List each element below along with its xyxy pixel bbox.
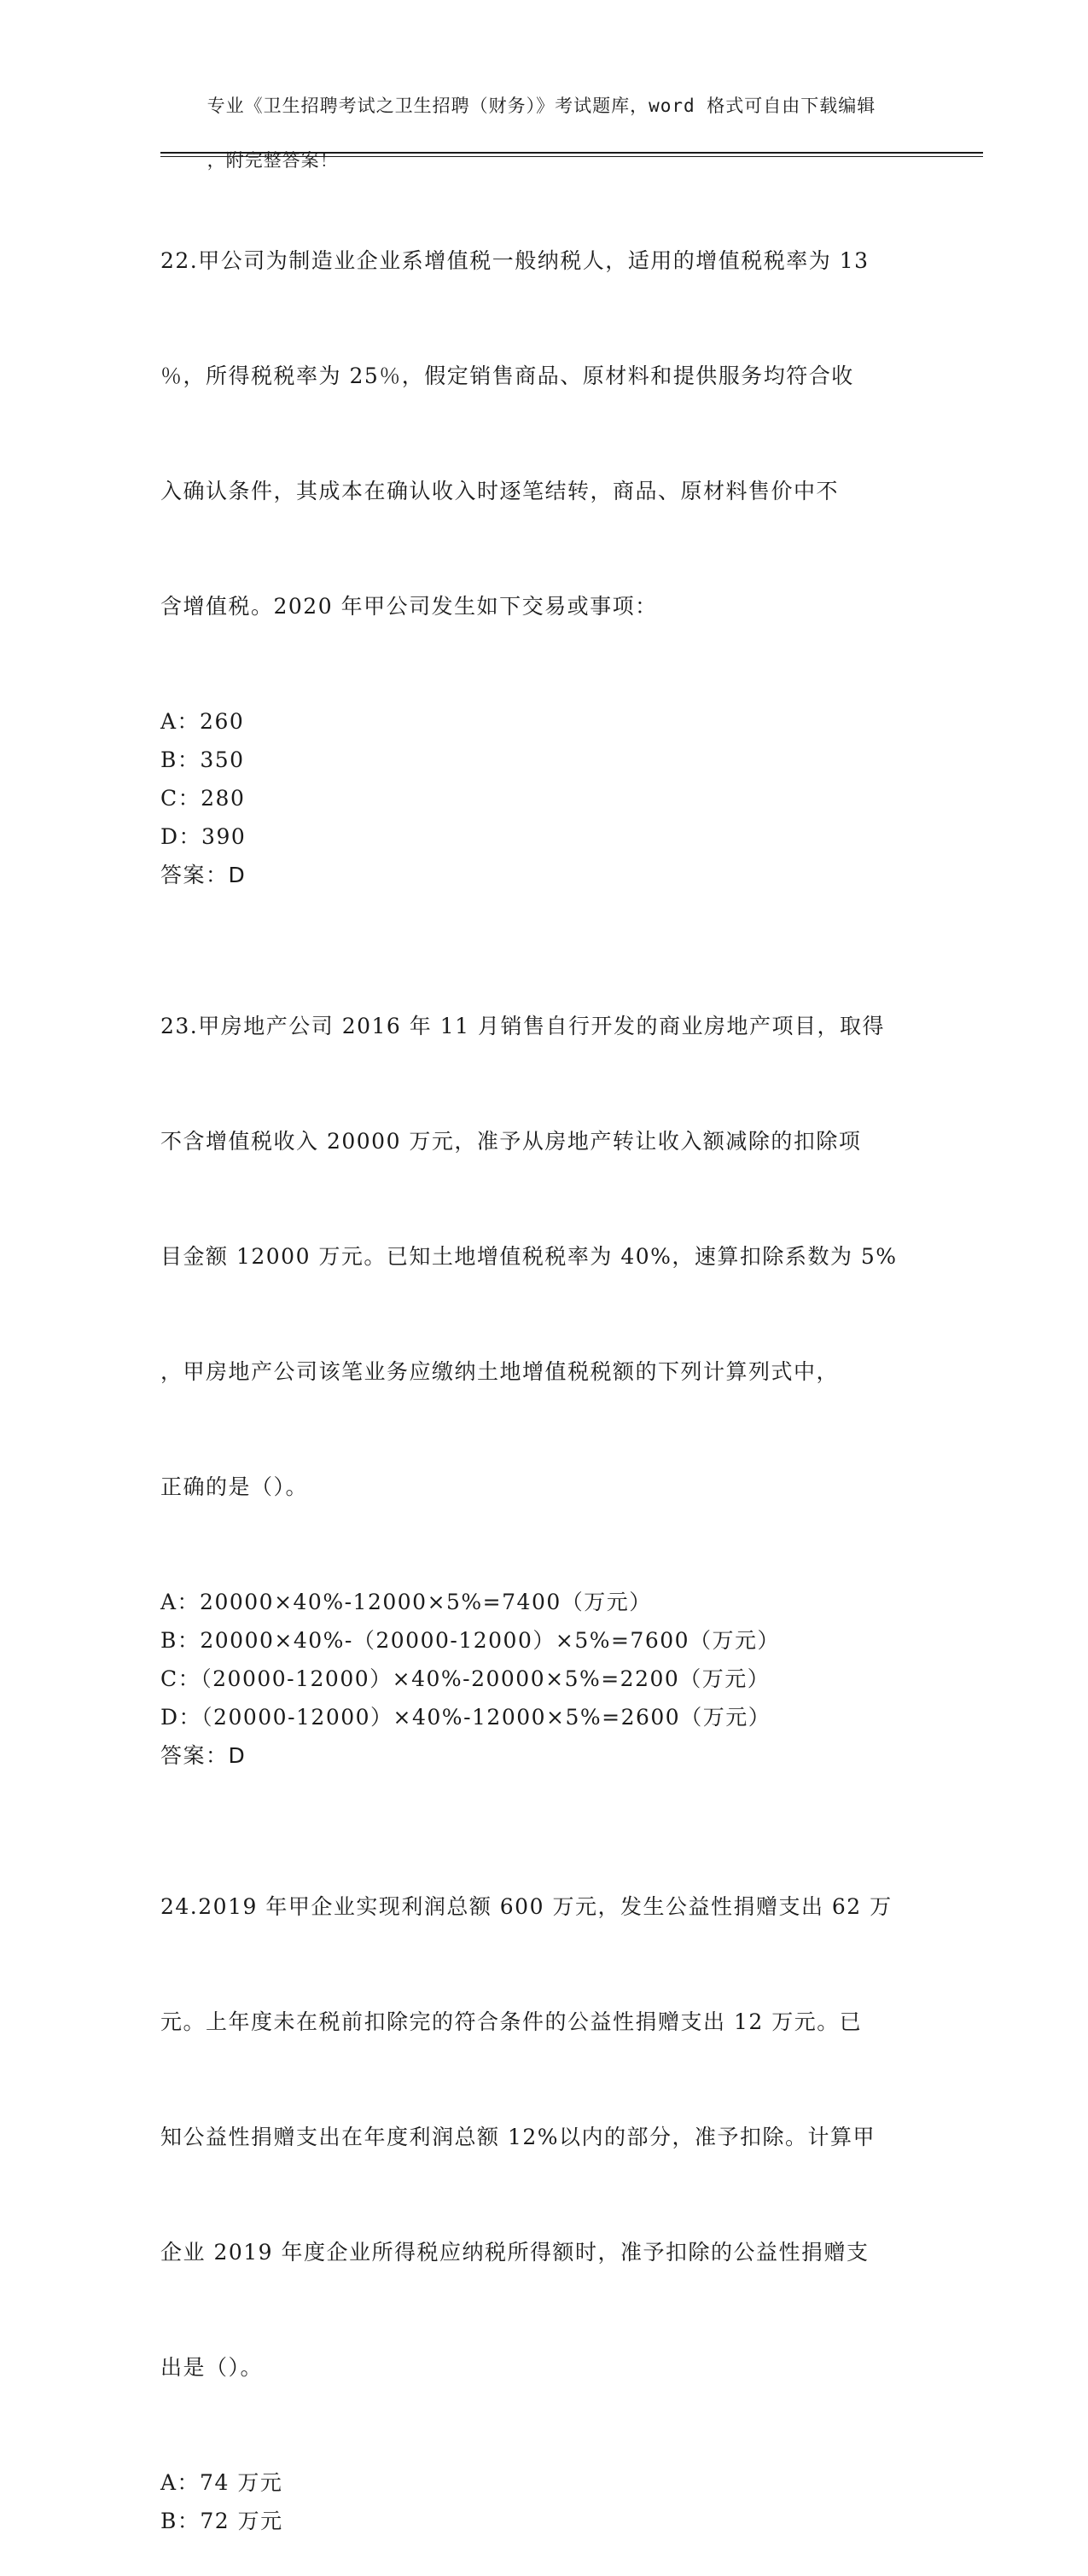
option-c: C：280 (160, 786, 246, 811)
question-stem (160, 1811, 928, 2463)
stem-line: 23.甲房地产公司 2016 年 11 月销售自行开发的商业房地产项目，取得 (160, 1014, 885, 1038)
header-line-1: 专业《卫生招聘考试之卫生招聘（财务）》考试题库，word 格式可自由下载编辑 (207, 96, 876, 116)
stem-line: 含增值税。2020 年甲公司发生如下交易或事项： (160, 594, 658, 619)
option-a: A：74 万元 (160, 2470, 283, 2495)
option-b: B：20000×40%-（20000-12000）×5%=7600（万元） (160, 1628, 781, 1653)
option-a: A：260 (160, 709, 245, 734)
stem-line: 不含增值税收入 20000 万元，准予从房地产转让收入额减除的扣除项 (160, 1129, 862, 1154)
stem-line: 24.2019 年甲企业实现利润总额 600 万元，发生公益性捐赠支出 62 万 (160, 1894, 893, 1919)
stem-line: ％，所得税税率为 25％，假定销售商品、原材料和提供服务均符合收 (160, 363, 854, 388)
option-b: B：72 万元 (160, 2509, 283, 2533)
question-list (160, 165, 928, 2576)
option-b: B：350 (160, 747, 245, 772)
header-line-2: ，附完整答案！ (207, 150, 339, 171)
question-22 (160, 165, 928, 894)
header-divider-thin (160, 156, 983, 157)
stem-line: 入确认条件，其成本在确认收入时逐笔结转，商品、原材料售价中不 (160, 479, 840, 503)
option-a: A：20000×40%-12000×5%=7400（万元） (160, 1590, 652, 1614)
stem-line: 企业 2019 年度企业所得税应纳税所得额时，准予扣除的公益性捐赠支 (160, 2240, 870, 2265)
stem-line: 元。上年度未在税前扣除完的符合条件的公益性捐赠支出 12 万元。已 (160, 2009, 863, 2034)
question-stem (160, 165, 928, 702)
stem-line: ，甲房地产公司该笔业务应缴纳土地增值税税额的下列计算列式中， (160, 1359, 840, 1384)
stem-line: 出是（）。 (160, 2355, 264, 2380)
option-d: D：390 (160, 824, 247, 849)
question-stem (160, 930, 928, 1583)
stem-line: 正确的是（）。 (160, 1474, 309, 1499)
answer: 答案：D (160, 1743, 247, 1768)
stem-line: 知公益性捐赠支出在年度利润总额 12%以内的部分，准予扣除。计算甲 (160, 2125, 876, 2149)
question-24 (160, 1811, 928, 2540)
stem-line: 目金额 12000 万元。已知土地增值税税率为 40%，速算扣除系数为 5% (160, 1244, 898, 1269)
answer: 答案：D (160, 863, 247, 887)
option-d: D：（20000-12000）×40%-12000×5%=2600（万元） (160, 1705, 771, 1730)
stem-line: 22.甲公司为制造业企业系增值税一般纳税人，适用的增值税税率为 13 (160, 248, 870, 273)
question-23 (160, 930, 928, 1775)
option-c: C：（20000-12000）×40%-20000×5%=2200（万元） (160, 1666, 771, 1691)
header-divider-thick (160, 152, 983, 154)
